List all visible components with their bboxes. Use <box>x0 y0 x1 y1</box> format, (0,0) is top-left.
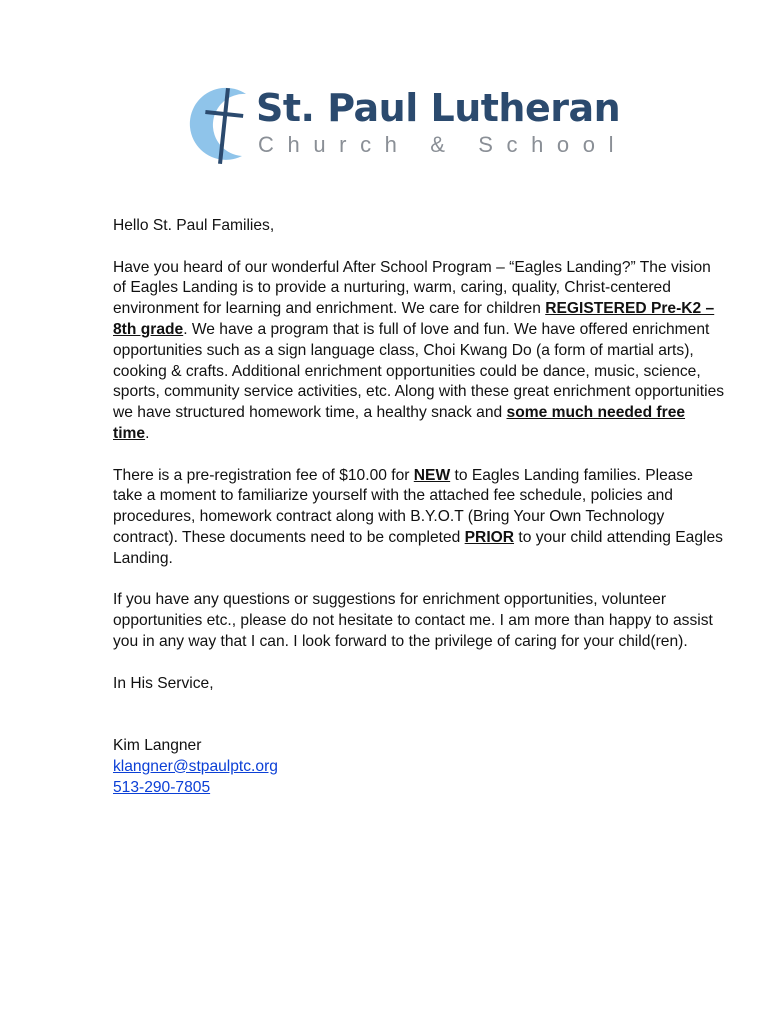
new-emphasis: NEW <box>413 466 451 484</box>
paragraph-program <box>113 258 725 445</box>
signature-name: Kim Langner <box>113 736 202 754</box>
prior-emphasis: PRIOR <box>464 528 515 546</box>
letter-body <box>113 216 725 798</box>
paragraph-contact: If you have any questions or suggestions for enrichment opportunities, volunteer opportunities etc., please do not hesitate to contact me. I am more than happy to assist you in any way that I can. I look forward to the privilege of caring for your child(ren). <box>113 591 713 650</box>
p2-text-a: There is a pre-registration fee of $10.00 for <box>113 466 414 484</box>
phone-link[interactable]: 513-290-7805 <box>113 778 211 796</box>
school-logo <box>176 82 628 168</box>
logo-subtitle: Church & School <box>258 132 628 157</box>
p1-text-e: . <box>145 424 150 442</box>
paragraph-fee <box>113 466 725 570</box>
registered-grades: REGISTERED Pre-K2 – 8th grade <box>113 300 715 338</box>
cross-logo-icon <box>176 82 268 168</box>
email-link[interactable]: klangner@stpaulptc.org <box>113 757 278 775</box>
p1-text-c: . We have a program that is full of love and fun. We have offered enrichment opportunities such as a sign language class, Choi Kwang Do (a form of martial arts), cooking & crafts. Additional enrichment opportunities could be dance, music, science, sports, community service activities, etc. Along with these great enrichment opportunities we have structured homework time, a healthy snack and <box>113 320 725 422</box>
logo-title: St. Paul Lutheran <box>256 86 621 130</box>
p2-text-e: to your child attending Eagles Landing. <box>113 528 723 567</box>
free-time-emphasis: some much needed free time <box>113 404 686 442</box>
closing: In His Service, <box>113 674 214 692</box>
greeting: Hello St. Paul Families, <box>113 217 275 234</box>
p1-text-a: Have you heard of our wonderful After School Program – “Eagles Landing?” The vision of Eagles Landing is to provide a nurturing, warm, caring, quality, Christ-centered environment for learning and enrichment. We care for children <box>113 258 711 318</box>
p2-text-c: to Eagles Landing families. Please take a moment to familiarize yourself with the attached fee schedule, policies and procedures, homework contract along with B.Y.O.T (Bring Your Own Technology contract). These documents need to be completed <box>113 466 693 546</box>
